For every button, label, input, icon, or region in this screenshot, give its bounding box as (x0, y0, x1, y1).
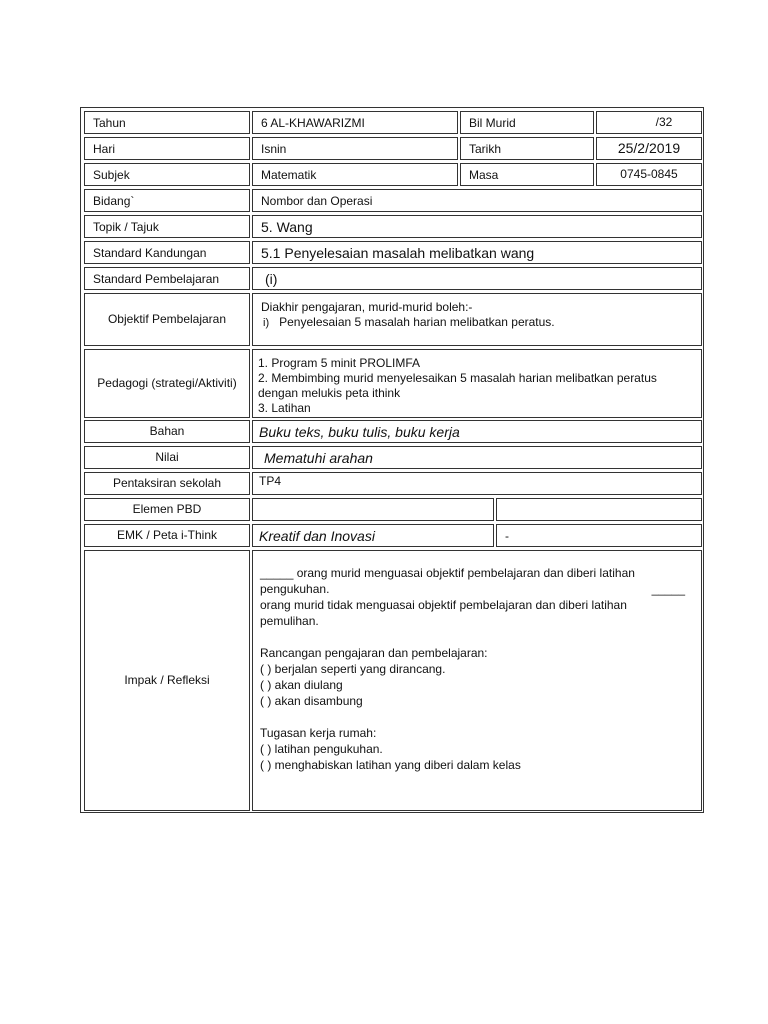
pedagogi-line3: dengan melukis peta ithink (258, 386, 401, 400)
rph-title: Rancangan pengajaran dan pembelajaran: (260, 646, 488, 660)
value-elemen-pbd-2 (496, 498, 702, 521)
pedagogi-line1: 1. Program 5 minit PROLIMFA (258, 356, 421, 370)
value-tahun: 6 AL-KHAWARIZMI (252, 111, 458, 134)
label-pentaksiran: Pentaksiran sekolah (84, 472, 250, 495)
label-elemen-pbd: Elemen PBD (84, 498, 250, 521)
label-bahan: Bahan (84, 420, 250, 443)
label-standard-kandungan: Standard Kandungan (84, 241, 250, 264)
value-standard-pembelajaran: (i) (252, 267, 702, 290)
value-elemen-pbd (252, 498, 494, 521)
value-peta-ithink: - (496, 524, 702, 547)
pedagogi-line2: 2. Membimbing murid menyelesaikan 5 masalah harian melibatkan peratus (258, 371, 657, 385)
label-bil-murid: Bil Murid (460, 111, 594, 134)
value-bidang: Nombor dan Operasi (252, 189, 702, 212)
value-impak (252, 550, 702, 811)
impak-line3: orang murid tidak menguasai objektif pembelajaran dan diberi latihan (260, 598, 627, 612)
value-bahan: Buku teks, buku tulis, buku kerja (252, 420, 702, 443)
value-tarikh: 25/2/2019 (596, 137, 702, 160)
value-bil-murid: /32 (596, 111, 702, 134)
tugasan-title: Tugasan kerja rumah: (260, 726, 377, 740)
tugasan-option-1: ( ) latihan pengukuhan. (260, 742, 383, 756)
impak-line2-blank: _____ (651, 582, 685, 596)
value-hari: Isnin (252, 137, 458, 160)
impak-line4: pemulihan. (260, 614, 319, 628)
tugasan-option-2: ( ) menghabiskan latihan yang diberi dalam kelas (260, 758, 521, 772)
lesson-plan-table (80, 107, 704, 813)
value-topik: 5. Wang (252, 215, 702, 238)
rph-option-2: ( ) akan diulang (260, 678, 343, 692)
label-emk: EMK / Peta i-Think (84, 524, 250, 547)
value-pedagogi (252, 349, 702, 418)
value-standard-kandungan: 5.1 Penyelesaian masalah melibatkan wang (252, 241, 702, 264)
impak-line2-row (260, 581, 701, 597)
label-subjek: Subjek (84, 163, 250, 186)
label-standard-pembelajaran: Standard Pembelajaran (84, 267, 250, 290)
value-subjek: Matematik (252, 163, 458, 186)
value-nilai: Mematuhi arahan (252, 446, 702, 469)
objektif-line1: Diakhir pengajaran, murid-murid boleh:- (261, 300, 473, 314)
label-hari: Hari (84, 137, 250, 160)
label-pedagogi: Pedagogi (strategi/Aktiviti) (84, 349, 250, 418)
label-masa: Masa (460, 163, 594, 186)
rph-option-1: ( ) berjalan seperti yang dirancang. (260, 662, 446, 676)
objektif-item-num: i) (263, 317, 270, 329)
label-topik: Topik / Tajuk (84, 215, 250, 238)
impak-line2: pengukuhan. (260, 582, 330, 596)
label-nilai: Nilai (84, 446, 250, 469)
label-impak: Impak / Refleksi (84, 550, 250, 811)
pedagogi-line4: 3. Latihan (258, 401, 311, 415)
rph-option-3: ( ) akan disambung (260, 694, 363, 708)
value-emk: Kreatif dan Inovasi (252, 524, 494, 547)
label-objektif: Objektif Pembelajaran (84, 293, 250, 346)
value-objektif (252, 293, 702, 346)
impak-line1: _____ orang murid menguasai objektif pembelajaran dan diberi latihan (260, 566, 635, 580)
label-bidang: Bidang` (84, 189, 250, 212)
value-masa: 0745-0845 (596, 163, 702, 186)
label-tarikh: Tarikh (460, 137, 594, 160)
label-tahun: Tahun (84, 111, 250, 134)
value-pentaksiran: TP4 (252, 472, 702, 495)
objektif-item-text: Penyelesaian 5 masalah harian melibatkan peratus. (279, 315, 555, 329)
